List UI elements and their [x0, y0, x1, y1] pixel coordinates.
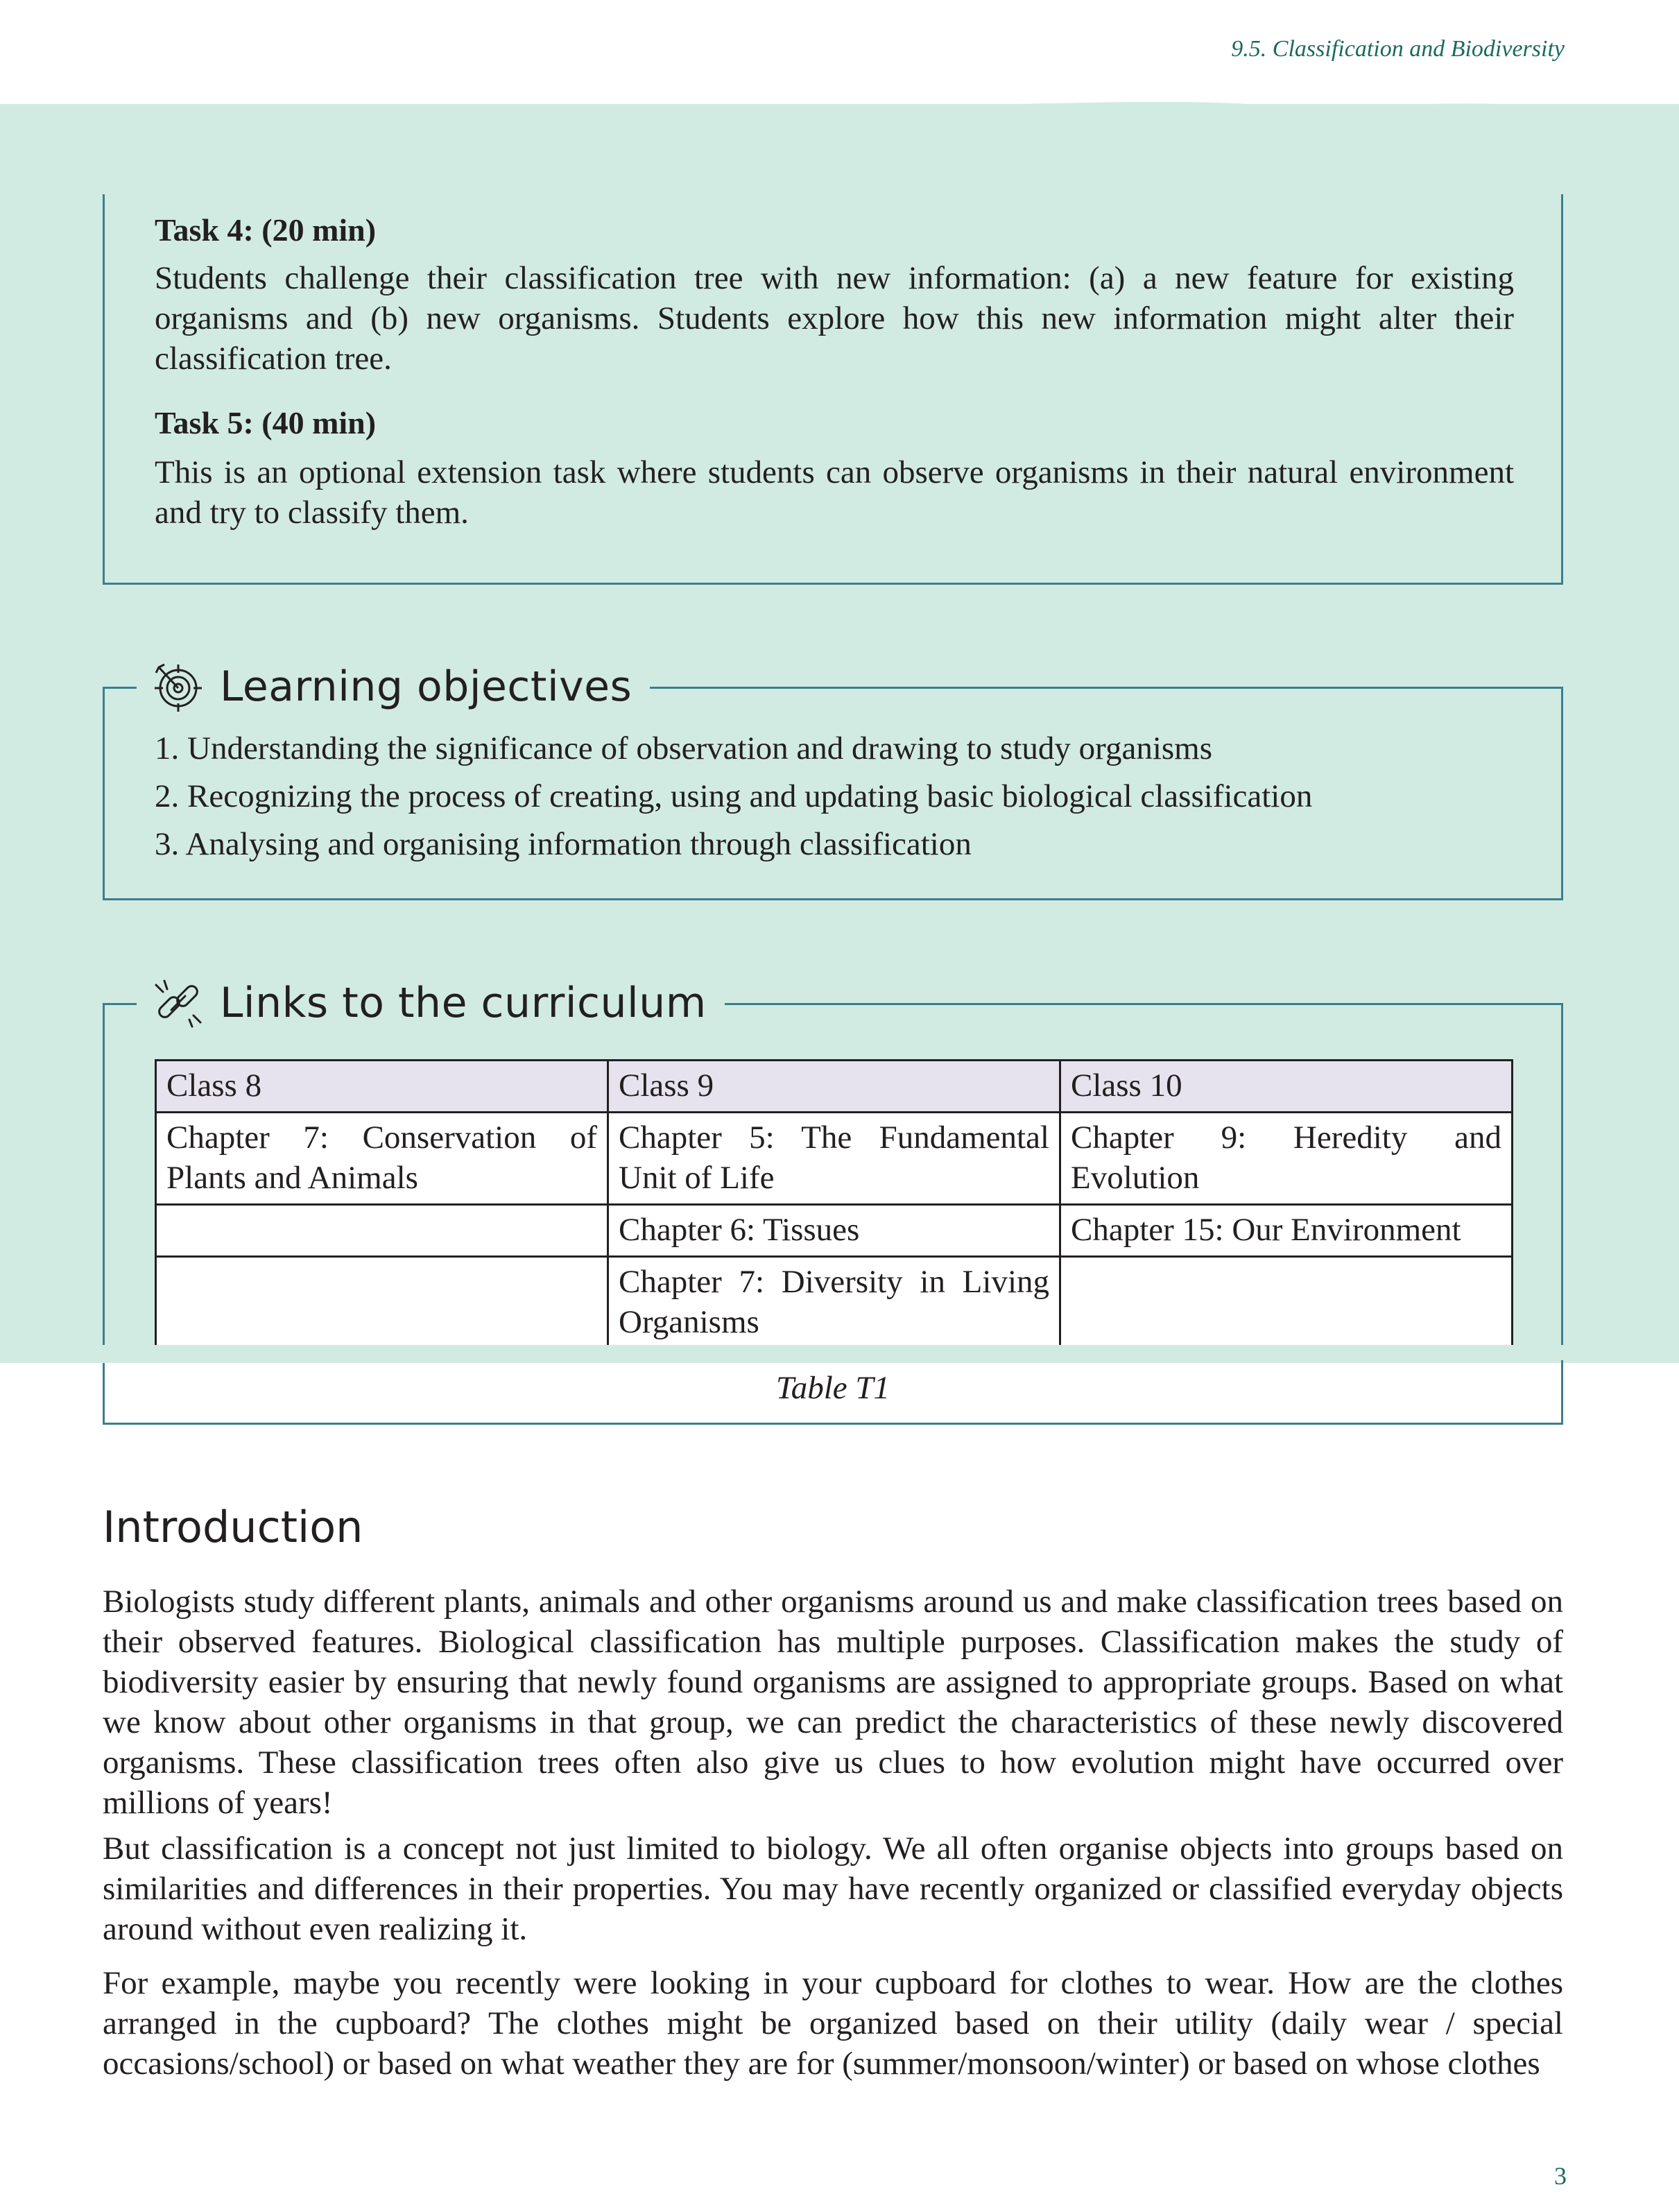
curriculum-table [155, 1059, 1513, 1350]
learning-objectives-title: Learning objectives [220, 662, 632, 711]
task-4-title: Task 4: (20 min) [155, 212, 377, 248]
intro-paragraph: For example, maybe you recently were looking in your cupboard for clothes to wear. How are the clothes arranged in the cupboard? The clothes might be organized based on their utility (daily wear / special occasions/school) or based on what weather they are for (summer/monsoon/winter) or based on whose clothes [103, 1965, 1563, 2082]
introduction-title: Introduction [103, 1502, 363, 1552]
objective-item: 3. Analysing and organising information through classification [155, 826, 972, 862]
task-5-title: Task 5: (40 min) [155, 405, 377, 440]
table-header-row [156, 1061, 1513, 1113]
curriculum-title: Links to the curriculum [220, 979, 707, 1027]
column-header: Class 10 [1060, 1061, 1513, 1113]
table-cell: Chapter 6: Tissues [608, 1205, 1060, 1257]
table-cell [1060, 1257, 1513, 1349]
column-header: Class 8 [156, 1061, 608, 1113]
table-cell: Chapter 7: Conservation of Plants and Animals [156, 1113, 608, 1205]
table-cell [156, 1257, 608, 1349]
task-4-text: Students challenge their classification tree with new information: (a) a new feature for existing organisms and (b) new organisms. Students explore how this new information might alter their classification tree. [155, 260, 1514, 377]
table-cell: Chapter 5: The Fundamental Unit of Life [608, 1113, 1060, 1205]
activity-panel [0, 104, 1679, 1406]
torn-edge-bottom [0, 1345, 1679, 1373]
table-row [156, 1205, 1513, 1257]
table-cell [156, 1205, 608, 1257]
intro-paragraph: But classification is a concept not just limited to biology. We all often organise objects into groups based on similarities and differences in their properties. You may have recently organized or classified everyday objects around without even realizing it. [103, 1831, 1563, 1947]
curriculum-heading [137, 972, 725, 1034]
broken-link-icon [150, 975, 206, 1031]
table-cell: Chapter 9: Heredity and Evolution [1060, 1113, 1513, 1205]
learning-objectives-heading [137, 655, 650, 718]
objective-item: 2. Recognizing the process of creating, using and updating basic biological classification [155, 778, 1313, 814]
task-5-text: This is an optional extension task where students can observe organisms in their natural environment and try to classify them. [155, 454, 1514, 531]
target-icon [150, 659, 206, 714]
torn-edge-top [0, 94, 1679, 122]
task-box [103, 194, 1563, 585]
table-caption: Table T1 [775, 1370, 890, 1406]
objective-item: 1. Understanding the significance of observation and drawing to study organisms [155, 730, 1213, 766]
table-row [156, 1257, 1513, 1349]
table-row [156, 1113, 1513, 1205]
table-cell: Chapter 7: Diversity in Living Organisms [608, 1257, 1060, 1349]
table-cell: Chapter 15: Our Environment [1060, 1205, 1513, 1257]
page-number: 3 [1554, 2162, 1567, 2190]
objectives-list [155, 725, 1312, 868]
column-header: Class 9 [608, 1061, 1060, 1113]
learning-objectives-box [103, 662, 1563, 900]
intro-paragraph: Biologists study different plants, animals and other organisms around us and make classification trees based on their observed features. Biological classification has multiple purposes. Classification makes the study of biodiversity easier by ensuring that newly found organisms are assigned to appropriate groups. Based on what we know about other organisms in that group, we can predict the characteristics of these newly discovered organisms. These classification trees often also give us clues to how evolution might have occurred over millions of years! [103, 1584, 1563, 1821]
running-head: 9.5. Classification and Biodiversity [1231, 36, 1565, 62]
